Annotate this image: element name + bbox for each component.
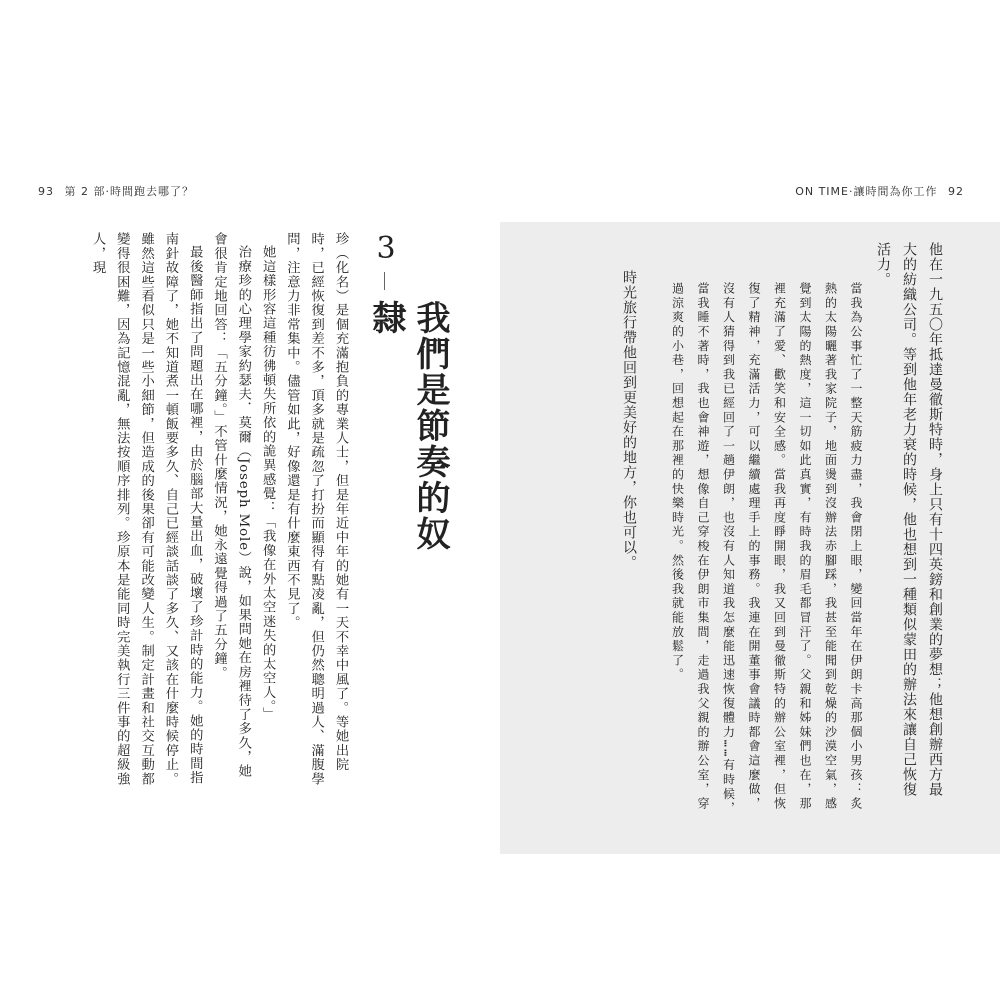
body-paragraph: 珍（化名）是個充滿抱負的專業人士，但是年近中年的她有一天不幸中風了。等她出院時，已經恢復到差不多，頂多就是疏忽了打扮而顯得有點凌亂，但仍然聰明過人、滿腹學問，注意力非常集中。儘管如此，好像還是有什麼東西不見了。	[284, 232, 348, 786]
panel-quote	[668, 282, 868, 822]
body-paragraph: 最後醫師指出了問題出在哪裡，由於腦部大量出血，破壞了珍計時的能力。她的時間指南針故障了，她不知道煮一頓飯要多久、自己已經談話談了多久、又該在什麼時候停止。雖然這些看似只是一些小細節，但造成的後果卻有可能改變人生。制定計畫和社交互動都變得很困難，因為記憶混亂，無法按順序排列。珍原本是能同時完美執行三件事的超級強人，現	[90, 232, 203, 786]
page-number-right: 92	[948, 185, 964, 198]
panel-outro-text: 時光旅行帶他回到更美好的地方，你也可以。	[621, 270, 637, 570]
page-number-left: 93	[38, 185, 54, 198]
body-paragraph: 她這樣形容這種彷彿頓失所依的詭異感覺：「我像在外太空迷失的太空人。」	[260, 245, 276, 722]
header-right	[795, 183, 970, 199]
chapter-heading	[362, 231, 450, 562]
left-page-body	[62, 232, 352, 792]
header-left	[32, 183, 194, 199]
body-paragraph: 治療珍的心理學家約瑟夫．莫爾（Joseph Mole）說，如果問她在房裡待了多久，她會很肯定地回答：「五分鐘。」不管什麼情況，她永遠覺得過了五分鐘。	[211, 232, 251, 779]
panel-intro	[875, 242, 948, 802]
panel-quote-text: 當我為公事忙了一整天筋疲力盡，我會閉上眼，變回當年在伊朗卡高那個小男孩：炙熱的太陽曬著我家院子，地面燙到沒辦法赤腳踩，我甚至能聞到乾燥的沙漠空氣，感覺到太陽的熱度，這一切如此真實，有時我的眉毛都冒汗了。父親和姊妹們也在，那裡充滿了愛、歡笑和安全感。當我再度睜開眼，我又回到曼徹斯特的辦公室裡，但恢復了精神，充滿活力，可以繼續處理手上的事務。我連在開董事會議時都會這麼做，沒有人猜得到我已經回了一趟伊朗，也沒有人知道我怎麼能迅速恢復體力……有時候，當我睡不著時，我也會神遊，想像自己穿梭在伊朗市集間，走過我父親的辦公室，穿過涼爽的小巷，回想起在那裡的快樂時光。然後我就能放鬆了。	[670, 282, 863, 816]
book-title: ON TIME‧讓時間為你工作	[795, 185, 938, 198]
panel-intro-text: 他在一九五〇年抵達曼徹斯特時，身上只有十四英鎊和創業的夢想；他想創辦西方最大的紡織公司。等到他年老力衰的時候，他也想到一種類似蒙田的辦法來讓自己恢復活力。	[875, 242, 943, 797]
chapter-number: 3	[376, 231, 396, 266]
section-title: 第 2 部‧時間跑去哪了？	[64, 185, 194, 198]
panel-outro	[612, 270, 642, 790]
chapter-rule	[384, 272, 385, 290]
chapter-title: 我們是節奏的奴隸	[366, 300, 450, 552]
